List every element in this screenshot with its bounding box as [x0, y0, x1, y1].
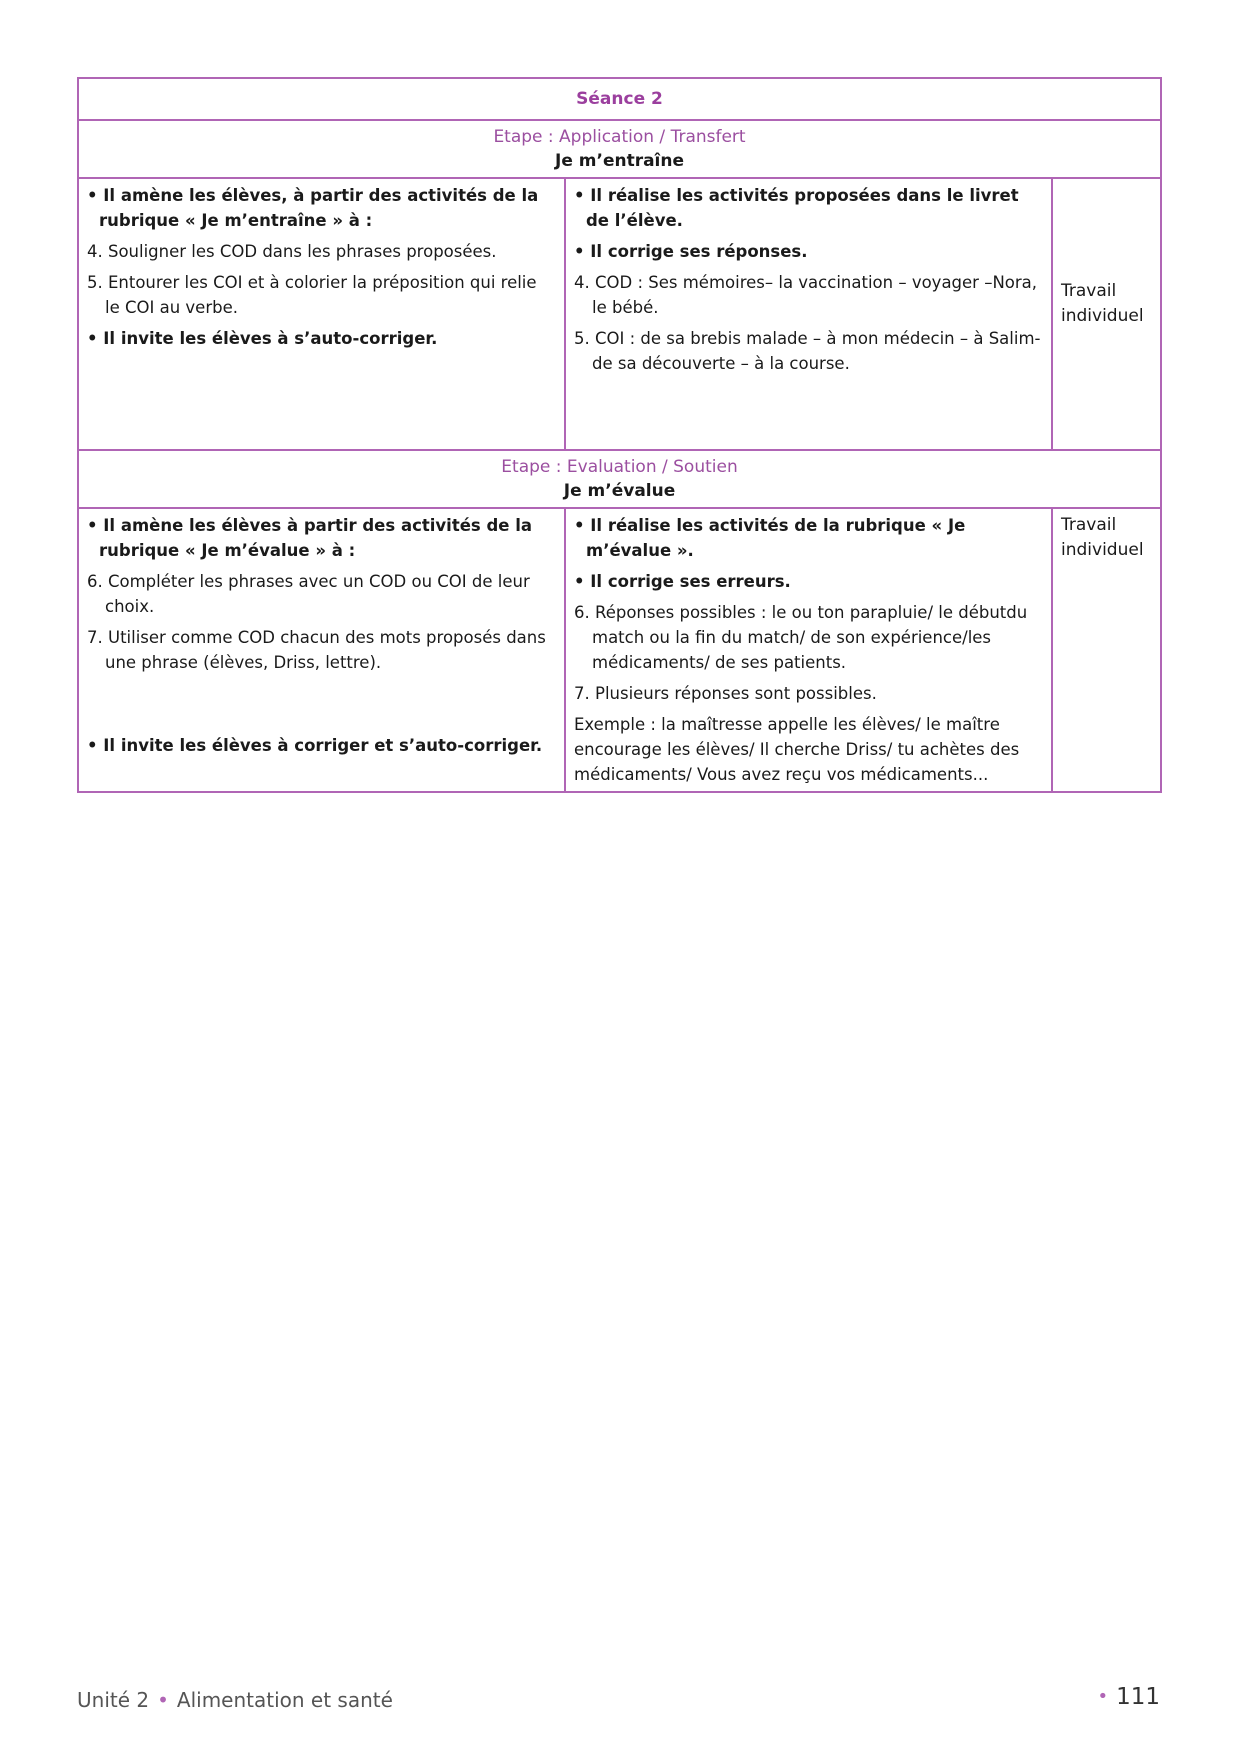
teacher-item: 7. Utiliser comme COD chacun des mots proposés dans une phrase (élèves, Driss, lettre).	[87, 628, 546, 672]
work-mode-cell	[1052, 508, 1161, 792]
student-correct: • Il corrige ses réponses.	[574, 242, 808, 261]
activity-row	[78, 178, 1161, 450]
teacher-cell	[78, 178, 565, 450]
teacher-cell	[78, 508, 565, 792]
page-number: 111	[1116, 1684, 1160, 1710]
student-intro: • Il réalise les activités proposées dans le livret de l’élève.	[574, 186, 1019, 230]
lesson-page	[77, 77, 1160, 793]
student-answer: 5. COI : de sa brebis malade – à mon médecin – à Salim- de sa découverte – à la course.	[574, 329, 1041, 373]
footer-unit	[77, 1688, 393, 1712]
seance-title: Séance 2	[576, 89, 663, 109]
page-number-block	[1097, 1684, 1160, 1710]
lesson-table	[77, 77, 1162, 793]
student-intro: • Il réalise les activités de la rubrique « Je m’évalue ».	[574, 516, 966, 560]
student-example: Exemple : la maîtresse appelle les élèves/ le maître encourage les élèves/ Il cherche Driss/ tu achètes des médicaments/ Vous avez reçu vos médicaments...	[574, 715, 1020, 784]
unit-label: Unité 2	[77, 1688, 150, 1712]
etape-subtitle: Je m’entraîne	[555, 151, 685, 171]
activity-row	[78, 508, 1161, 792]
etape-title: Etape : Application / Transfert	[493, 127, 746, 147]
work-mode-label: Travail individuel	[1061, 281, 1144, 326]
etape-subtitle: Je m’évalue	[563, 481, 676, 501]
teacher-closing: • Il invite les élèves à corriger et s’auto-corriger.	[87, 736, 543, 755]
teacher-intro: • Il amène les élèves à partir des activités de la rubrique « Je m’évalue » à :	[87, 516, 532, 560]
teacher-item: 4. Souligner les COD dans les phrases proposées.	[87, 242, 497, 261]
page-bullet: •	[1097, 1686, 1109, 1707]
teacher-closing: • Il invite les élèves à s’auto-corriger.	[87, 329, 438, 348]
seance-header-row	[78, 78, 1161, 120]
etape-header-cell	[78, 450, 1161, 508]
etape-header-cell	[78, 120, 1161, 178]
etape-title: Etape : Evaluation / Soutien	[501, 457, 738, 477]
etape-header-row	[78, 120, 1161, 178]
student-answer: 6. Réponses possibles : le ou ton parapluie/ le débutdu match ou la fin du match/ de son expérience/les médicaments/ de ses patients.	[574, 603, 1028, 672]
etape-header-row	[78, 450, 1161, 508]
student-answer: 7. Plusieurs réponses sont possibles.	[574, 684, 877, 703]
unit-theme: Alimentation et santé	[176, 1688, 393, 1712]
student-answer: 4. COD : Ses mémoires– la vaccination – voyager –Nora, le bébé.	[574, 273, 1038, 317]
work-mode-cell	[1052, 178, 1161, 450]
seance-header-cell	[78, 78, 1161, 120]
teacher-item: 6. Compléter les phrases avec un COD ou COI de leur choix.	[87, 572, 530, 616]
footer-separator: •	[157, 1688, 169, 1712]
teacher-intro: • Il amène les élèves, à partir des activités de la rubrique « Je m’entraîne » à :	[87, 186, 539, 230]
work-mode-label: Travail individuel	[1061, 515, 1144, 560]
student-cell	[565, 508, 1052, 792]
student-cell	[565, 178, 1052, 450]
student-correct: • Il corrige ses erreurs.	[574, 572, 791, 591]
teacher-item: 5. Entourer les COI et à colorier la préposition qui relie le COI au verbe.	[87, 273, 537, 317]
